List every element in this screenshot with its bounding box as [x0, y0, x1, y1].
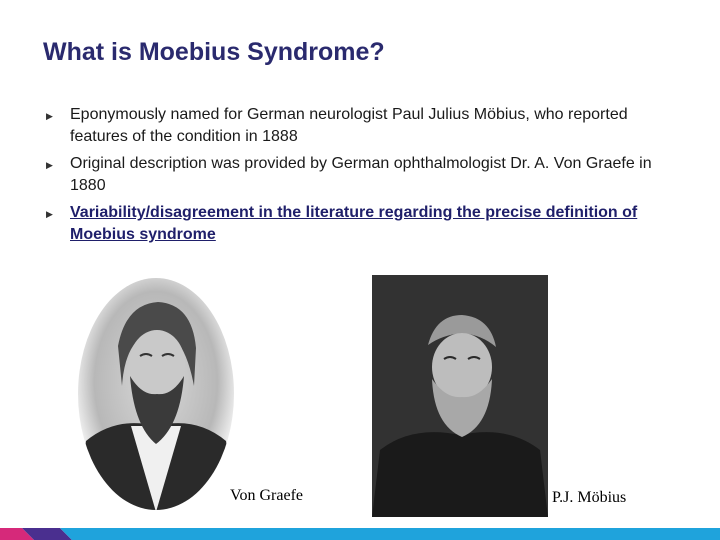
bullet-text: Original description was provided by German ophthalmologist Dr. A. Von Graefe in 1880 [70, 155, 652, 194]
bullet-link-text[interactable]: Variability/disagreement in the literature regarding the precise definition of Moebius syndrome [70, 204, 638, 243]
caption-mobius: P.J. Möbius [552, 489, 627, 506]
footer-color-bar [0, 528, 720, 540]
von-graefe-portrait [76, 276, 236, 512]
triangle-right-icon: ▶ [46, 160, 53, 170]
bullet-item [46, 104, 666, 148]
mobius-portrait [372, 275, 548, 517]
triangle-right-icon: ▶ [46, 209, 53, 219]
triangle-right-icon: ▶ [46, 111, 53, 121]
bullet-text: Eponymously named for German neurologist Paul Julius Möbius, who reported features of the condition in 1888 [70, 106, 628, 145]
slide-title: What is Moebius Syndrome? [43, 38, 385, 66]
caption-von-graefe: Von Graefe [230, 487, 304, 504]
bullet-list [46, 104, 666, 251]
bullet-item [46, 153, 666, 197]
bullet-item-link[interactable] [46, 202, 666, 246]
